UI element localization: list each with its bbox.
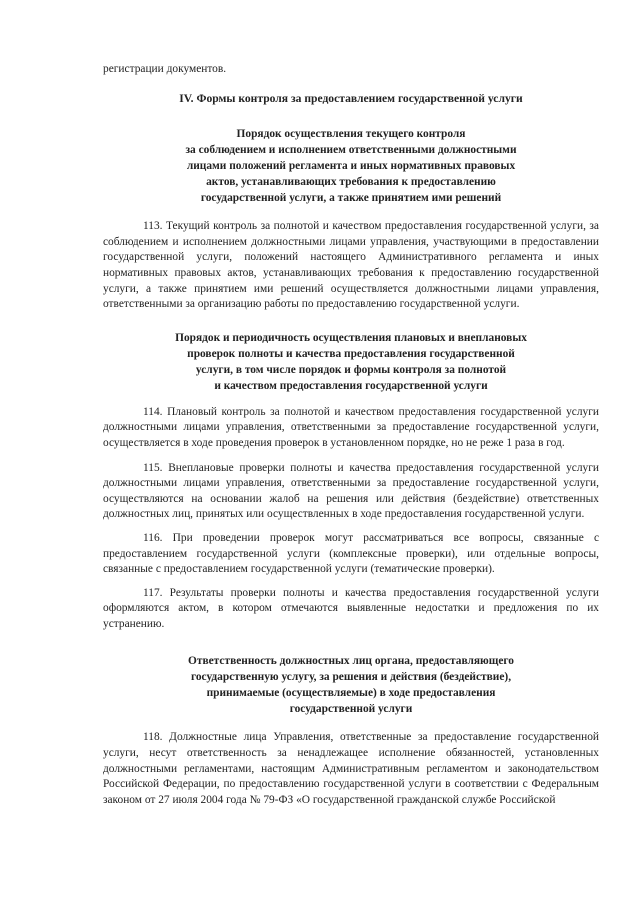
paragraph-114: 114. Плановый контроль за полнотой и качеством предоставления государственной услуги должностными лицами управления, ответственными за предоставление государственной услуги, осуществляется в ходе проведения проверок в установленном порядке, но не реже 1 раза в год.	[103, 405, 599, 449]
paragraph-117: 117. Результаты проверки полноты и качества предоставления государственной услуги оформляются актом, в котором отмечаются выявленные недостатки и предложения по их устранению.	[103, 586, 599, 630]
heading-line: Порядок осуществления текущего контроля	[236, 128, 466, 141]
chapter-title: IV. Формы контроля за предоставлением государственной услуги	[179, 91, 523, 105]
section-heading-current-control	[103, 126, 599, 206]
heading-line: и качеством предоставления государственной услуги	[214, 379, 488, 392]
heading-line: государственной услуги	[289, 703, 413, 716]
heading-line: актов, устанавливающих требования к предоставлению	[206, 176, 496, 189]
heading-line: Порядок и периодичность осуществления плановых и внеплановых	[175, 331, 527, 344]
heading-line: государственную услугу, за решения и действия (бездействие),	[190, 671, 512, 684]
lead-text: регистрации документов.	[103, 63, 227, 75]
section-heading-inspections	[103, 330, 599, 394]
heading-line: Ответственность должностных лиц органа, предоставляющего	[188, 655, 514, 668]
heading-line: услуги, в том числе порядок и формы контроля за полнотой	[195, 363, 507, 376]
heading-line: проверок полноты и качества предоставления государственной	[187, 347, 515, 360]
paragraph-113: 113. Текущий контроль за полнотой и качеством предоставления государственной услуги, за соблюдением и исполнением должностными лицами управления, участвующими в предоставлении государственной услуги, положений настоящего Административного регламента и иных нормативных правовых актов, устанавливающих требования к предоставлению государственной услуги, а также принятием ими решений осуществляется должностными лицами управления, ответственными за организацию работы по предоставлению государственной услуги.	[103, 220, 599, 311]
heading-line: принимаемые (осуществляемые) в ходе предоставления	[206, 687, 496, 700]
heading-line: государственной услуги, а также принятием ими решений	[200, 192, 502, 205]
section-heading-responsibility	[103, 653, 599, 717]
paragraph-115: 115. Внеплановые проверки полноты и качества предоставления государственной услуги должностными лицами управления, ответственными за предоставление государственной услуги, осуществляются на основании жалоб на решения или действия (бездействие) ответственных должностных лиц, принятых или осуществленных в ходе предоставления государственной услуги.	[103, 461, 599, 521]
paragraph-116: 116. При проведении проверок могут рассматриваться все вопросы, связанные с предоставлением государственной услуги (комплексные проверки), или отдельные вопросы, связанные с предоставлением государственной услуги (тематические проверки).	[103, 531, 599, 576]
document-page	[103, 62, 599, 808]
paragraph-118: 118. Должностные лица Управления, ответственные за предоставление государственной услуги, несут ответственность за ненадлежащее исполнение обязанностей, установленных должностными регламентами, настоящим Административным регламентом и законодательством Российской Федерации, по предоставлению государственной услуги в соответствии с Федеральным законом от 27 июля 2004 года № 79-ФЗ «О государственной гражданской службе Российской	[103, 731, 599, 806]
heading-line: лицами положений регламента и иных нормативных правовых	[186, 160, 516, 173]
heading-line: за соблюдением и исполнением ответственными должностными	[185, 144, 517, 157]
